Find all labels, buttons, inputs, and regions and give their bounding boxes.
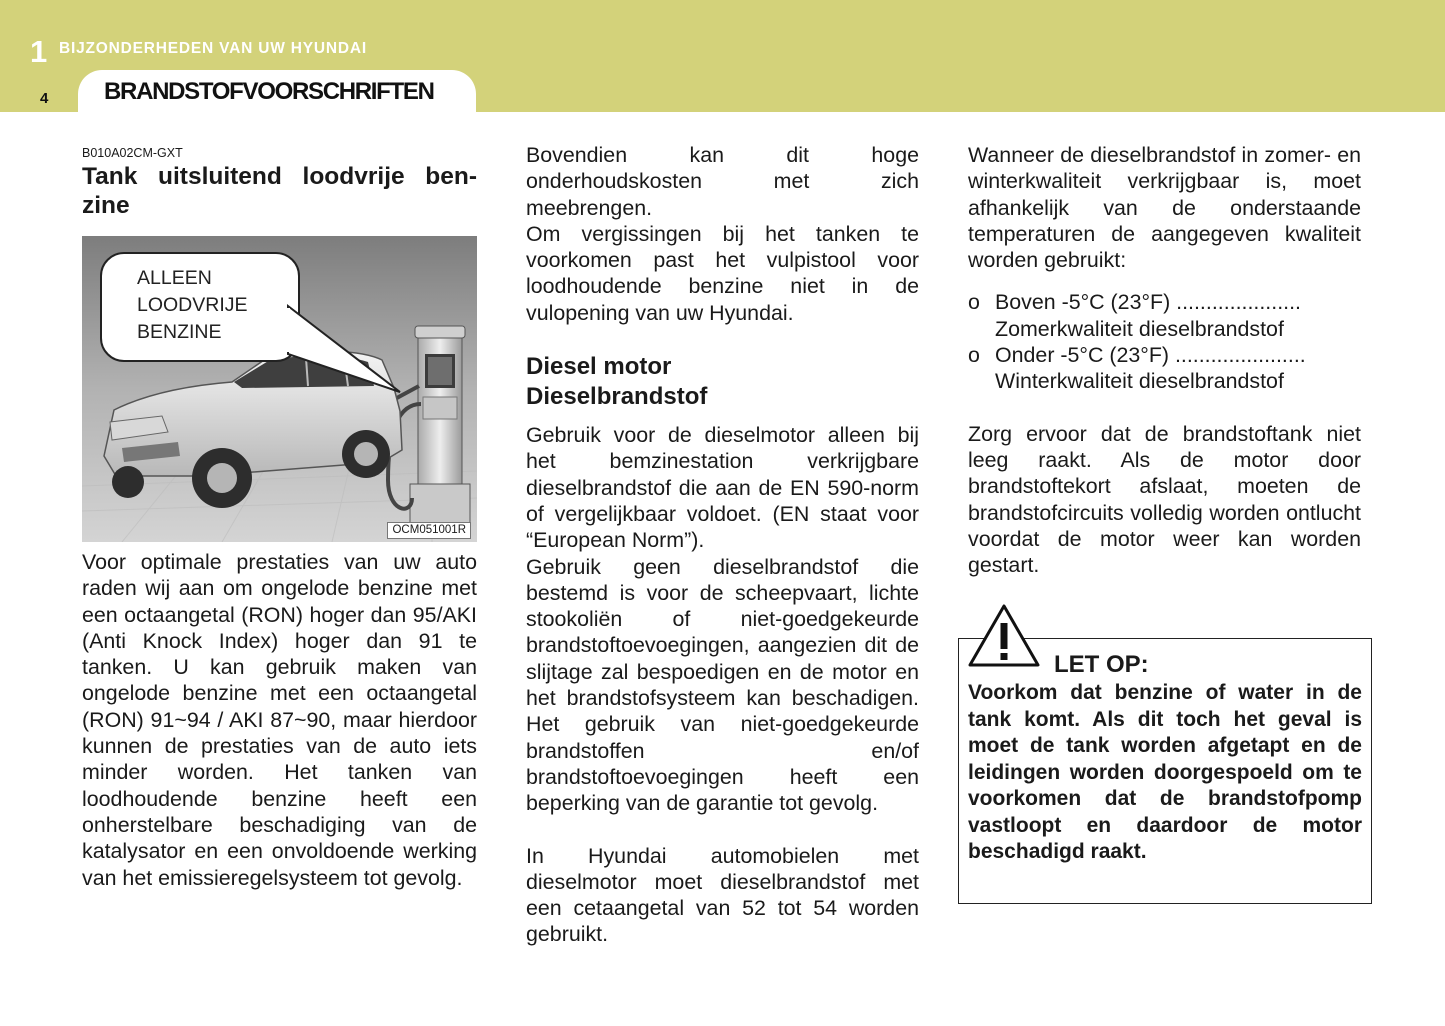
- warning-text: Voorkom dat benzine of water in de tank komt. Als dit toch het geval is moet de tank worden afgetapt en de leidingen worden doorgespoeld om te voorkomen dat de brandstofpomp vastloopt en daardoor de motor beschadigd raakt.: [968, 681, 1362, 863]
- heading-diesel: [526, 352, 919, 412]
- fuel-pump-illustration: [82, 236, 477, 542]
- callout-pointer: [288, 306, 398, 396]
- callout-text: [137, 265, 248, 346]
- paragraph-unleaded: Voor optimale prestaties van uw auto raden wij aan om ongelode benzine met een octaangetal (RON) hoger dan 95/AKI (Anti Knock Index) hoger dan 91 te tanken. U kan gebruik maken van ongelode benzine met een octaangetal (RON) 91~94 / AKI 87~90, maar hierdoor kunnen de prestaties van de auto iets minder worden. Het tanken van loodhoudende benzine heeft een onherstelbare beschadiging van de katalysator en een onvoldoende werking van het emissieregelsysteem tot gevolg.: [82, 550, 477, 890]
- bullet-line: Zomerkwaliteit dieselbrandstof: [995, 316, 1284, 341]
- section-title: BRANDSTOFVOORSCHRIFTEN: [104, 78, 434, 105]
- warning-triangle-icon: [967, 603, 1041, 669]
- paragraph-costs: Bovendien kan dit hoge onderhoudskosten met zich meebrengen.: [526, 143, 919, 220]
- bullet-line: Winterkwaliteit dieselbrandstof: [995, 369, 1284, 394]
- warning-title: LET OP:: [1054, 651, 1149, 678]
- column-middle: [526, 142, 919, 948]
- bullet-line: Onder -5°C (23°F) ......................: [995, 343, 1306, 368]
- paragraph-nozzle: Om vergissingen bij het tanken te voorkomen past het vulpistool voor loodhoudende benzine niet in de vulopening van uw Hyundai.: [526, 221, 919, 325]
- figure-code: OCM051001R: [387, 522, 471, 539]
- callout-line: LOODVRIJE: [137, 294, 248, 316]
- column-left: [82, 146, 477, 891]
- chapter-number: 1: [30, 34, 48, 69]
- heading-diesel-line2: Dieselbrandstof: [526, 383, 708, 411]
- heading-unleaded: Tank uitsluitend loodvrije ben-zine: [82, 163, 477, 219]
- column-right: [968, 142, 1361, 578]
- page-number: 4: [40, 90, 49, 107]
- section-code: B010A02CM-GXT: [82, 146, 183, 160]
- bullet-line: Boven -5°C (23°F) .....................: [995, 290, 1301, 315]
- paragraph-seasonal: Wanneer de dieselbrandstof in zomer- en winterkwaliteit verkrijgbaar is, moet afhankelijk van de onderstaande temperaturen de aangegeven kwaliteit worden gebruikt:: [968, 143, 1361, 273]
- chapter-title: BIJZONDERHEDEN VAN UW HYUNDAI: [59, 40, 367, 57]
- list-item: [968, 289, 1361, 342]
- paragraph-diesel-warning: Gebruik geen dieselbrandstof die bestemd is voor de scheepvaart, lichte stookoliën of niet-goedgekeurde brandstoftoevoegingen, aangezien dit de slijtage zal bespoedigen en de motor en het brandstofsysteem kan beschadigen. Het gebruik van niet-goedgekeurde brandstoffen en/of brandstoftoevoegingen heeft een beperking van de garantie tot gevolg.: [526, 554, 919, 816]
- heading-diesel-line1: Diesel motor: [526, 353, 672, 381]
- paragraph-empty-tank: Zorg ervoor dat de brandstoftank niet leeg raakt. Als de motor door brandstoftekort afslaat, moeten de brandstofcircuits volledig worden ontlucht voordat de motor weer kan worden gestart.: [968, 421, 1361, 578]
- callout-line: ALLEEN: [137, 267, 212, 289]
- callout-line: BENZINE: [137, 321, 222, 343]
- paragraph-cetane: In Hyundai automobielen met dieselmotor moet dieselbrandstof met een cetaangetal van 52 tot 54 worden gebruikt.: [526, 843, 919, 947]
- bullet-marker: o: [968, 290, 980, 315]
- list-item: [968, 342, 1361, 395]
- paragraph-diesel-norm: Gebruik voor de dieselmotor alleen bij het bemzinestation verkrijgbare dieselbrandstof die aan de EN 590-norm of vergelijkbaar voldoet. (EN staat voor “European Norm”).: [526, 423, 919, 553]
- bullet-marker: o: [968, 343, 980, 368]
